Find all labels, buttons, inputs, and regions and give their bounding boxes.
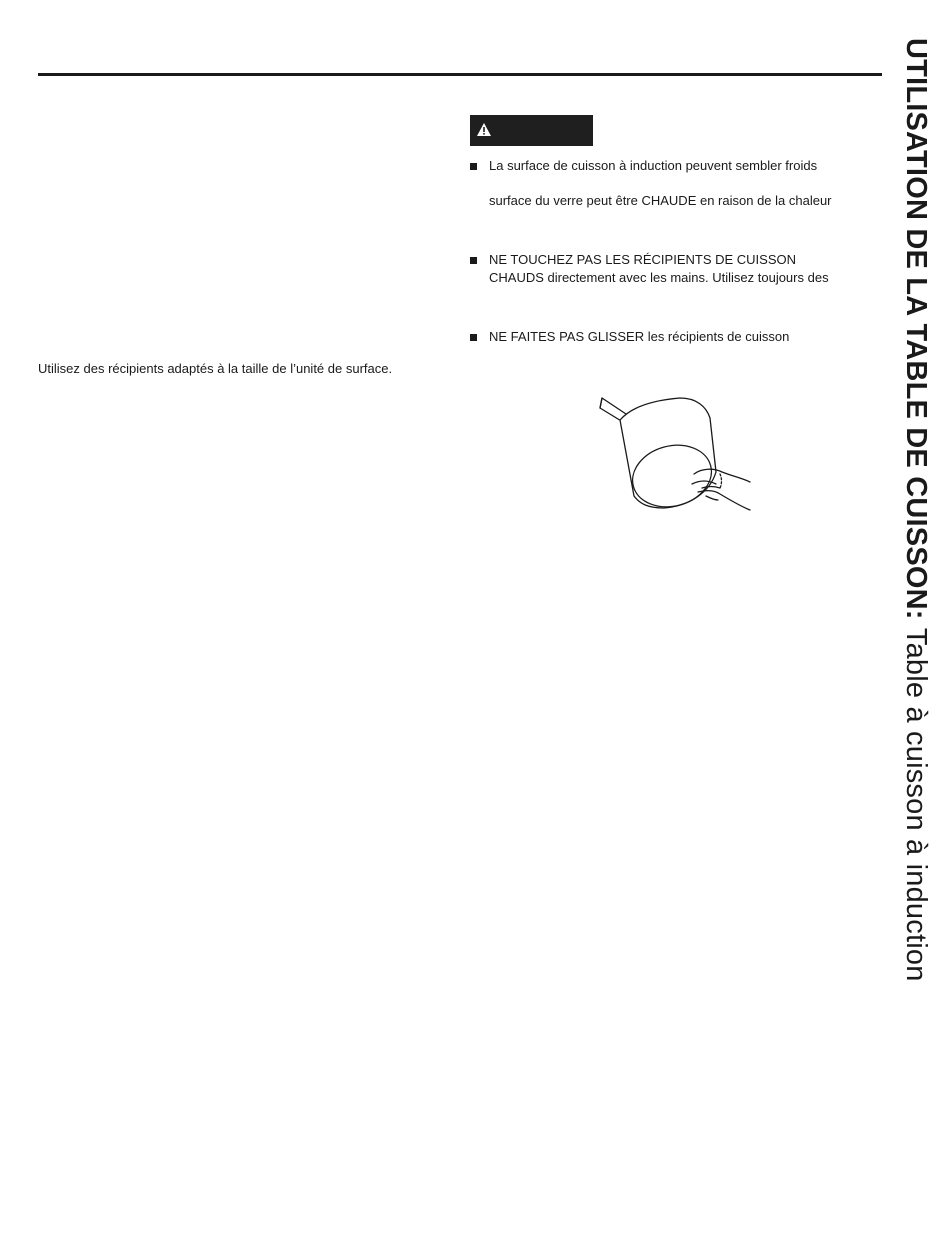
cookware-size-text: Utilisez des récipients adaptés à la taille de l’unité de surface. xyxy=(38,361,393,376)
vertical-section-title xyxy=(896,38,936,982)
bullet-text: NE TOUCHEZ PAS LES RÉCIPIENTS DE CUISSON xyxy=(489,252,797,267)
warning-bullet-1-cont: surface du verre peut être CHAUDE en raison de la chaleur xyxy=(489,193,832,208)
bullet-square xyxy=(470,334,477,341)
section-title-bold: UTILISATION DE LA TABLE DE CUISSON: xyxy=(900,38,932,620)
bullet-square xyxy=(470,257,477,264)
warning-label xyxy=(470,115,593,146)
bullet-text: NE FAITES PAS GLISSER les récipients de cuisson xyxy=(489,329,790,344)
bullet-square xyxy=(470,163,477,170)
pot-lifting-illustration xyxy=(598,392,754,516)
warning-bullet-2-cont: CHAUDS directement avec les mains. Utilisez toujours des xyxy=(489,270,829,285)
header-rule xyxy=(38,73,882,76)
bullet-text: La surface de cuisson à induction peuvent sembler froids xyxy=(489,158,818,173)
warning-triangle-icon xyxy=(477,123,491,136)
section-title-subtitle: Table à cuisson à induction xyxy=(900,627,932,982)
